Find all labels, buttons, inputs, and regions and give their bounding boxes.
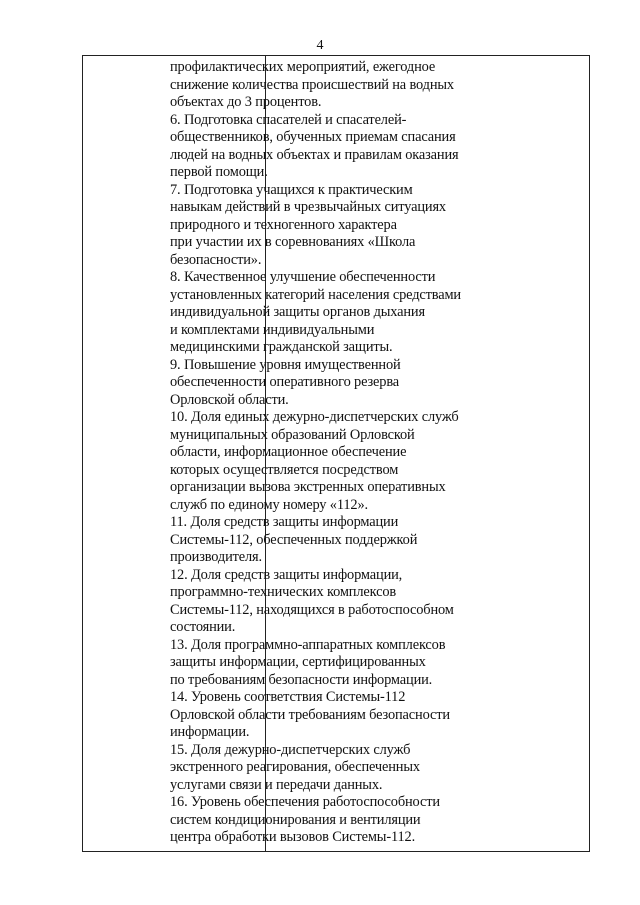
- text-line: 6. Подготовка спасателей и спасателей-: [170, 111, 407, 128]
- text-line: 12. Доля средств защиты информации,: [170, 566, 403, 583]
- text-line: навыкам действий в чрезвычайных ситуациях: [170, 199, 446, 215]
- text-line: 9. Повышение уровня имущественной: [170, 356, 401, 373]
- text-line: систем кондиционирования и вентиляции: [170, 811, 421, 828]
- text-line: 7. Подготовка учащихся к практическим: [170, 181, 413, 198]
- text-line: установленных категорий населения средствами: [170, 286, 461, 303]
- text-line: которых осуществляется посредством: [170, 461, 399, 478]
- text-line: профилактических мероприятий, ежегодное: [170, 59, 436, 75]
- text-line: 11. Доля средств защиты информации: [170, 514, 399, 530]
- text-line: услугами связи и передачи данных.: [170, 776, 383, 793]
- text-line: 16. Уровень обеспечения работоспособности: [170, 794, 440, 810]
- text-line: Системы-112, находящихся в работоспособном: [170, 601, 454, 618]
- text-line: индивидуальной защиты органов дыхания: [170, 304, 425, 320]
- text-line: 8. Качественное улучшение обеспеченности: [170, 269, 436, 285]
- document-table: [82, 55, 590, 852]
- indicator-text: [170, 59, 500, 847]
- text-line: 14. Уровень соответствия Системы-112: [170, 689, 406, 705]
- text-line: 13. Доля программно-аппаратных комплексов: [170, 636, 446, 653]
- text-line: обеспеченности оперативного резерва: [170, 374, 400, 390]
- text-line: служб по единому номеру «112».: [170, 496, 368, 513]
- text-line: защиты информации, сертифицированных: [170, 654, 426, 670]
- text-line: информации.: [170, 724, 250, 740]
- text-line: области, информационное обеспечение: [170, 444, 407, 460]
- text-line: безопасности».: [170, 251, 262, 268]
- text-line: программно-технических комплексов: [170, 584, 397, 600]
- text-line: состоянии.: [170, 619, 236, 635]
- text-line: по требованиям безопасности информации.: [170, 671, 433, 688]
- text-line: снижение количества происшествий на водных: [170, 76, 454, 93]
- text-line: объектах до 3 процентов.: [170, 94, 322, 110]
- text-line: муниципальных образований Орловской: [170, 426, 415, 443]
- text-line: при участии их в соревнованиях «Школа: [170, 234, 416, 250]
- text-line: людей на водных объектах и правилам оказания: [170, 146, 459, 163]
- text-line: экстренного реагирования, обеспеченных: [170, 759, 420, 775]
- text-line: первой помощи.: [170, 164, 268, 180]
- text-line: Орловской области требованиям безопасности: [170, 706, 450, 723]
- text-line: природного и техногенного характера: [170, 216, 397, 233]
- text-line: организации вызова экстренных оперативных: [170, 479, 446, 495]
- text-line: и комплектами индивидуальными: [170, 321, 375, 338]
- text-line: Системы-112, обеспеченных поддержкой: [170, 531, 418, 548]
- text-line: 10. Доля единых дежурно-диспетчерских служб: [170, 409, 459, 425]
- page-number: 4: [316, 38, 324, 53]
- text-line: Орловской области.: [170, 391, 289, 408]
- text-line: медицинскими гражданской защиты.: [170, 339, 393, 355]
- text-line: центра обработки вызовов Системы-112.: [170, 829, 416, 845]
- text-line: общественников, обученных приемам спасания: [170, 129, 456, 145]
- text-line: 15. Доля дежурно-диспетчерских служб: [170, 741, 411, 758]
- text-line: производителя.: [170, 549, 262, 565]
